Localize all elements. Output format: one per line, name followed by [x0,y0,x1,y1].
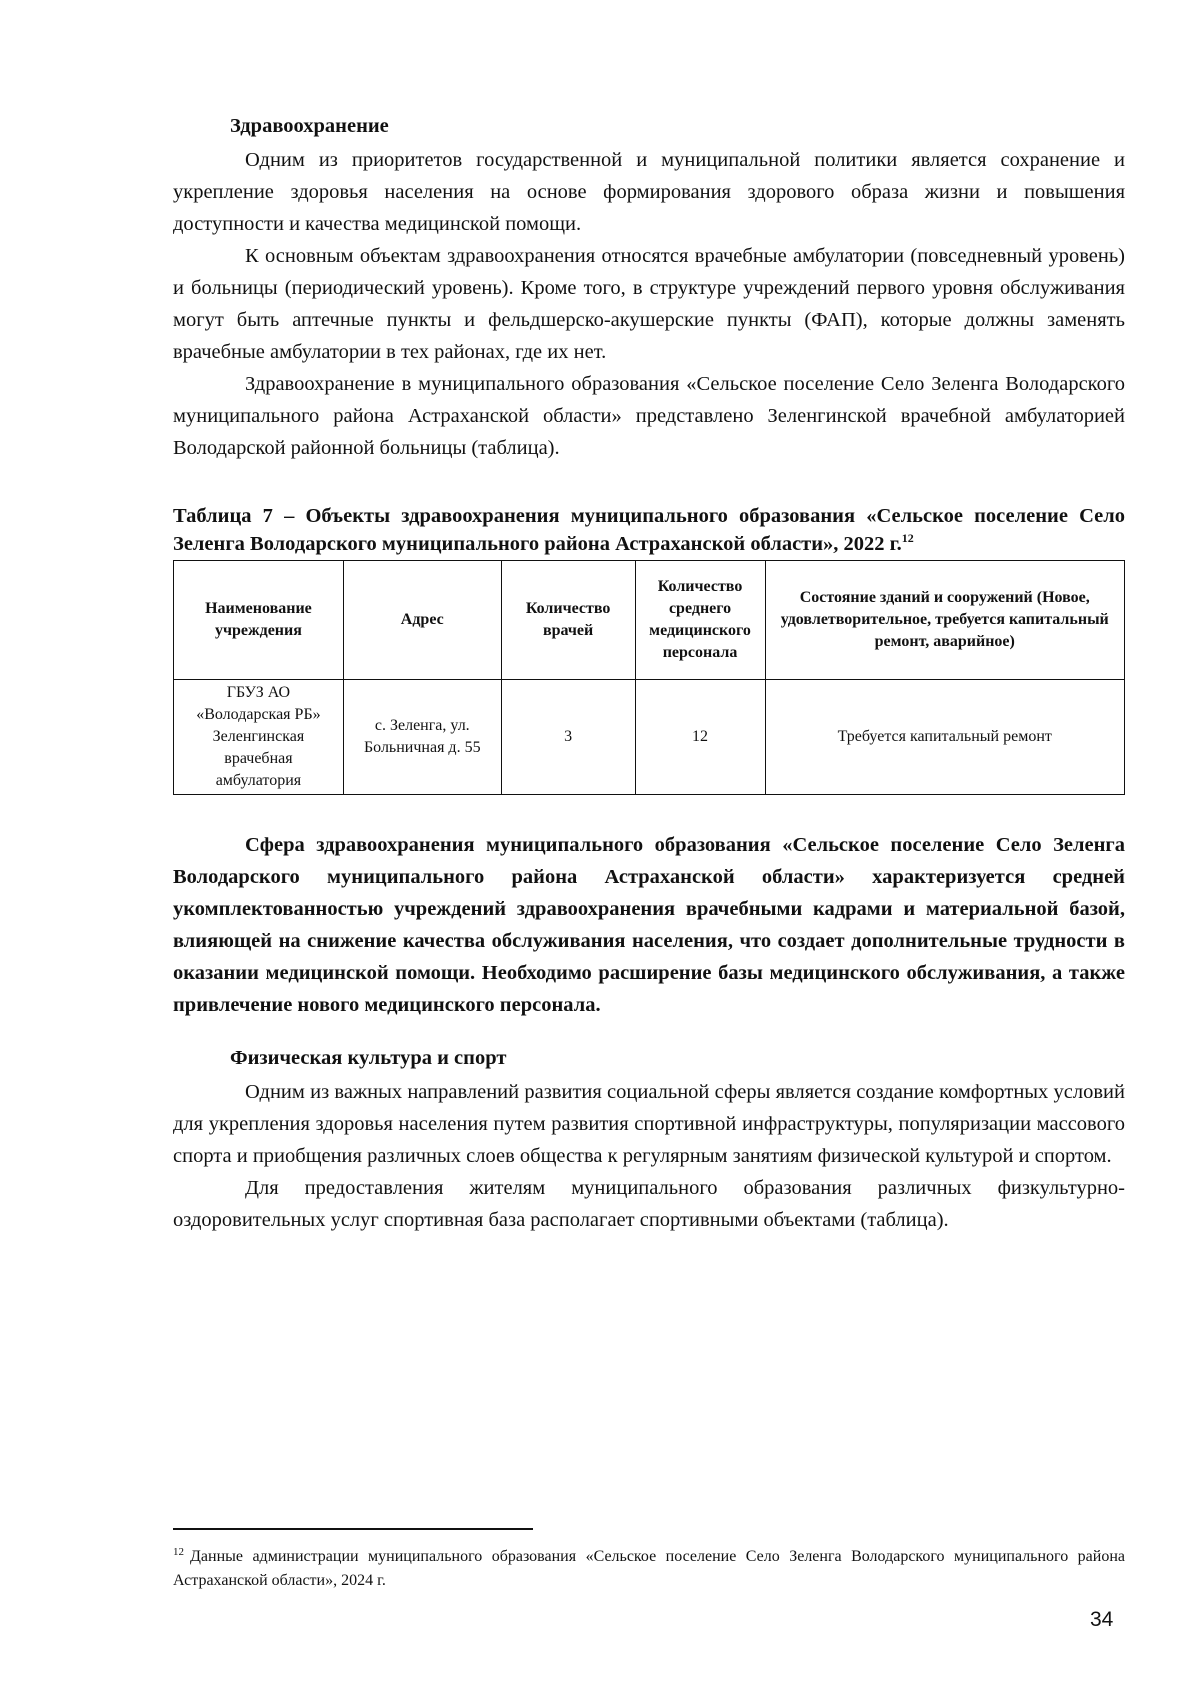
column-header-doctors: Количество врачей [501,561,635,680]
footnote-text: Данные администрации муниципального образования «Сельское поселение Село Зеленга Володарского муниципального района Астраханской области», 2024 г. [173,1548,1125,1589]
sport-paragraph-1: Одним из важных направлений развития социальной сферы является создание комфортных условий для укрепления здоровья населения путем развития спортивной инфраструктуры, популяризации массового спорта и приобщения различных слоев общества к регулярным занятиям физической культурой и спортом. [173,1080,1125,1167]
footnote-separator [173,1528,533,1530]
table-header-row [174,561,1125,680]
footnote-number: 12 [173,1545,184,1558]
sport-paragraph-2: Для предоставления жителям муниципального образования различных физкультурно-оздоровительных услуг спортивная база располагает спортивными объектами (таблица). [173,1176,1125,1231]
health-conclusion: Сфера здравоохранения муниципального образования «Сельское поселение Село Зеленга Володарского муниципального района Астраханской области» характеризуется средней укомплектованностью учреждений здравоохранения врачебными кадрами и материальной базой, влияющей на снижение качества обслуживания населения, что создает дополнительные трудности в оказании медицинской помощи. Необходимо расширение базы медицинского обслуживания, а также привлечение нового медицинского персонала. [173,834,1125,1016]
page-content [173,110,1125,1236]
footnote [173,1545,1125,1593]
table-caption [173,502,1125,558]
cell-address: с. Зеленга, ул. Больничная д. 55 [343,680,501,795]
health-facilities-table [173,560,1125,795]
cell-institution: ГБУЗ АО «Володарская РБ» Зеленгинская врачебная амбулатория [174,680,344,795]
health-paragraph-1: Одним из приоритетов государственной и муниципальной политики является сохранение и укрепление здоровья населения на основе формирования здорового образа жизни и повышения доступности и качества медицинской помощи. [173,149,1125,235]
column-header-address: Адрес [343,561,501,680]
cell-building-condition: Требуется капитальный ремонт [765,680,1124,795]
page-number: 34 [1090,1608,1114,1631]
table-caption-footnote-ref: 12 [901,531,914,546]
column-header-building-condition: Состояние зданий и сооружений (Новое, удовлетворительное, требуется капитальный ремонт, аварийное) [765,561,1124,680]
health-paragraph-3: Здравоохранение в муниципального образования «Сельское поселение Село Зеленга Володарского муниципального района Астраханской области» представлено Зеленгинской врачебной амбулаторией Володарской районной больницы (таблица). [173,373,1125,459]
health-paragraph-2: К основным объектам здравоохранения относятся врачебные амбулатории (повседневный уровень) и больницы (периодический уровень). Кроме того, в структуре учреждений первого уровня обслуживания могут быть аптечные пункты и фельдшерско-акушерские пункты (ФАП), которые должны заменять врачебные амбулатории в тех районах, где их нет. [173,245,1125,363]
column-header-institution: Наименование учреждения [174,561,344,680]
cell-medical-staff: 12 [635,680,765,795]
table-row [174,680,1125,795]
health-section-title: Здравоохранение [230,115,389,137]
table-caption-text: Таблица 7 – Объекты здравоохранения муниципального образования «Сельское поселение Село Зеленга Володарского муниципального района Астраханской области», 2022 г. [173,505,1125,555]
column-header-medical-staff: Количество среднего медицинского персонала [635,561,765,680]
sport-section-title: Физическая культура и спорт [230,1046,507,1069]
cell-doctors: 3 [501,680,635,795]
